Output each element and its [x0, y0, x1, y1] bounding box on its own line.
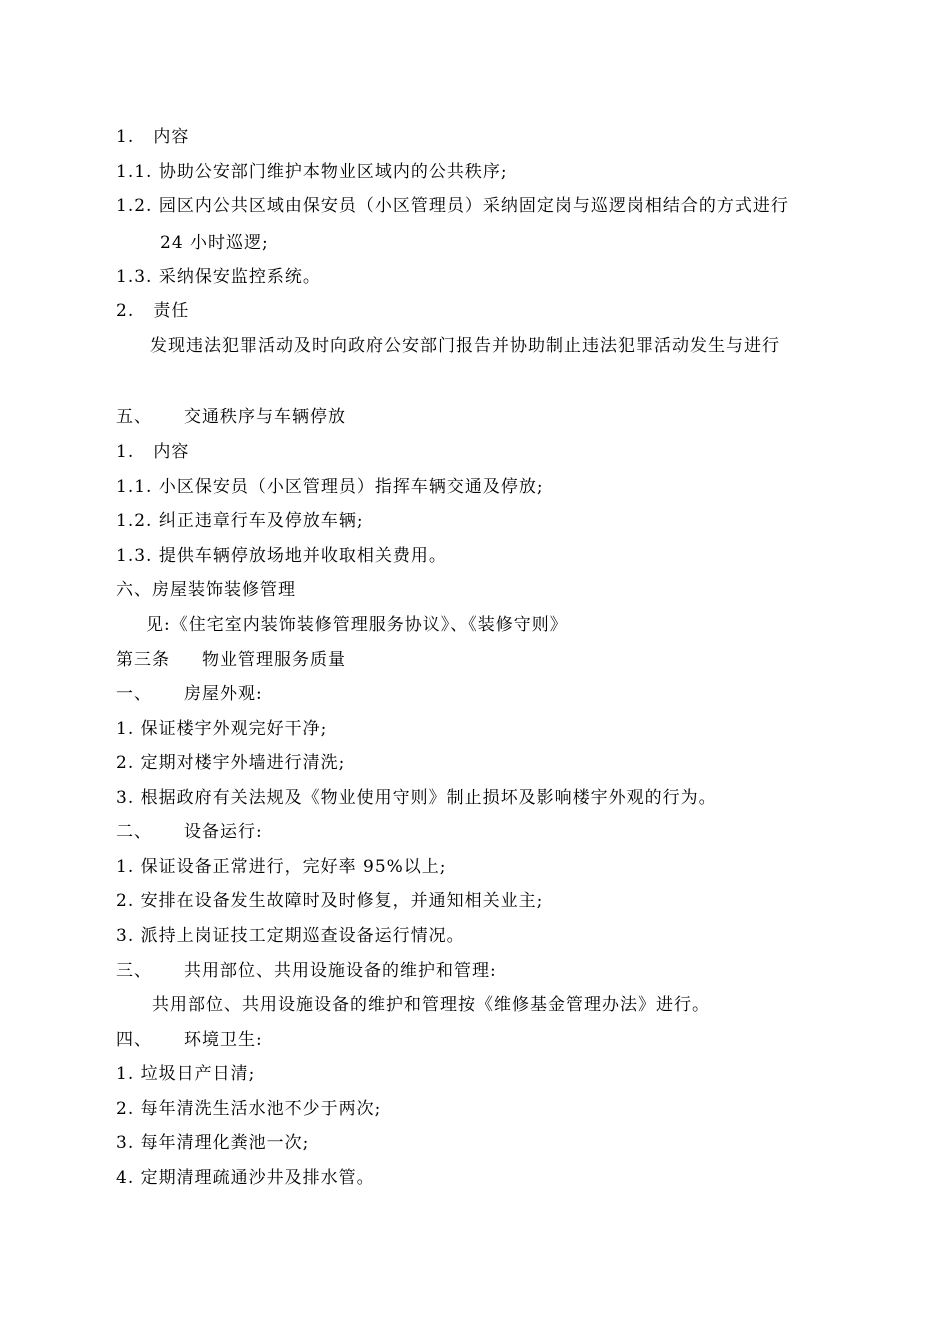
chapter-heading: 六、房屋装饰装修管理 [116, 580, 296, 600]
chapter-heading: 五、 交通秩序与车辆停放 [116, 407, 347, 427]
list-item: 1.3. 采纳保安监控系统。 [116, 267, 321, 287]
chapter-heading: 一、 房屋外观: [116, 684, 263, 704]
list-item: 1.3. 提供车辆停放场地并收取相关费用。 [116, 546, 447, 566]
section-heading: 2. 责任 [116, 301, 190, 321]
list-item: 1.1. 协助公安部门维护本物业区域内的公共秩序; [116, 162, 508, 182]
chapter-heading: 二、 设备运行: [116, 822, 263, 842]
list-item: 1. 保证设备正常进行，完好率 95%以上; [116, 857, 447, 877]
list-item: 3. 根据政府有关法规及《物业使用守则》制止损坏及影响楼宇外观的行为。 [116, 788, 717, 808]
list-item-continuation: 24 小时巡逻; [160, 233, 269, 253]
article-heading: 第三条 物业管理服务质量 [116, 650, 347, 670]
paragraph: 发现违法犯罪活动及时向政府公安部门报告并协助制止违法犯罪活动发生与进行 [150, 336, 780, 356]
paragraph: 共用部位、共用设施设备的维护和管理按《维修基金管理办法》进行。 [152, 995, 710, 1015]
list-item: 1.1. 小区保安员（小区管理员）指挥车辆交通及停放; [116, 477, 544, 497]
list-item: 3. 每年清理化粪池一次; [116, 1133, 310, 1153]
paragraph: 见:《住宅室内装饰装修管理服务协议》、《装修守则》 [146, 615, 568, 635]
list-item: 1.2. 纠正违章行车及停放车辆; [116, 511, 364, 531]
list-item: 1. 垃圾日产日清; [116, 1064, 256, 1084]
section-heading: 1. 内容 [116, 127, 190, 147]
list-item: 1.2. 园区内公共区域由保安员（小区管理员）采纳固定岗与巡逻岗相结合的方式进行 [116, 196, 789, 216]
list-item: 2. 安排在设备发生故障时及时修复，并通知相关业主; [116, 891, 544, 911]
chapter-heading: 三、 共用部位、共用设施设备的维护和管理: [116, 961, 497, 981]
section-heading: 1. 内容 [116, 442, 190, 462]
list-item: 4. 定期清理疏通沙井及排水管。 [116, 1168, 375, 1188]
list-item: 1. 保证楼宇外观完好干净; [116, 719, 328, 739]
list-item: 3. 派持上岗证技工定期巡查设备运行情况。 [116, 926, 465, 946]
list-item: 2. 每年清洗生活水池不少于两次; [116, 1099, 382, 1119]
list-item: 2. 定期对楼宇外墙进行清洗; [116, 753, 346, 773]
chapter-heading: 四、 环境卫生: [116, 1030, 263, 1050]
